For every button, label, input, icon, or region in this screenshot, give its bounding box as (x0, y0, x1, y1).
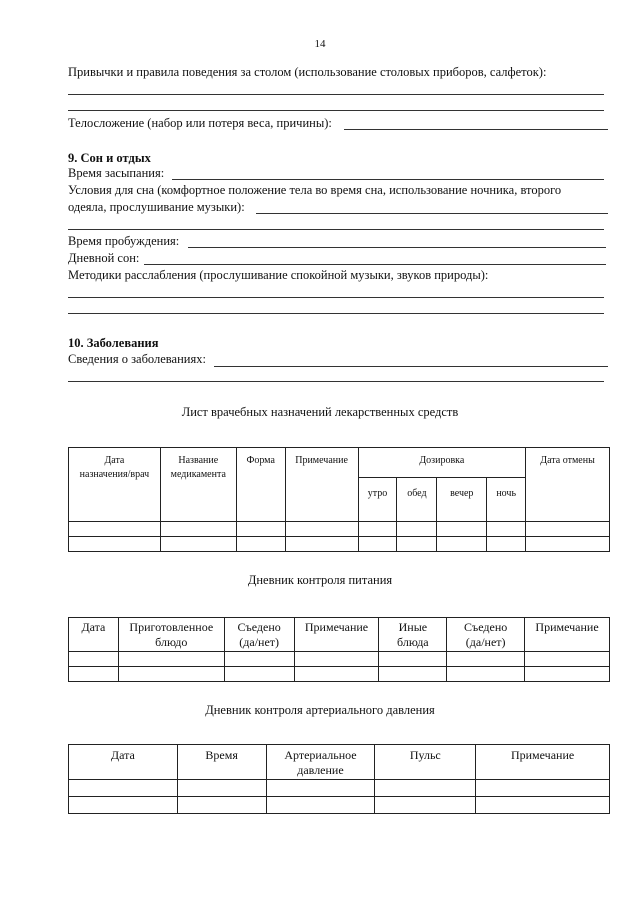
table-row (69, 797, 610, 814)
table-cell[interactable] (118, 652, 224, 667)
table-cell[interactable] (285, 537, 358, 552)
table-cell[interactable] (177, 797, 266, 814)
table-cell[interactable] (69, 667, 119, 682)
table-cell[interactable] (69, 522, 161, 537)
fall-asleep-fill-line[interactable] (172, 179, 604, 180)
diseases-fill-line-1[interactable] (214, 366, 608, 367)
table-row (69, 667, 610, 682)
sleep-conditions-line1: Условия для сна (комфортное положение тела во время сна, использование ночника, второго (68, 183, 562, 197)
table-row (69, 652, 610, 667)
table-cell[interactable] (266, 797, 375, 814)
table-cell[interactable] (118, 667, 224, 682)
header-cancel-date: Дата отмены (526, 448, 610, 522)
table-cell[interactable] (487, 522, 526, 537)
sleep-conditions-fill-line-1[interactable] (256, 213, 608, 214)
nutrition-caption: Дневник контроля питания (247, 573, 393, 587)
physique-label: Телосложение (набор или потеря веса, причины): (68, 116, 332, 130)
header-dosage: Дозировка (358, 448, 526, 478)
header-eaten-2: Съедено (да/нет) (447, 618, 525, 652)
table-cell[interactable] (69, 780, 178, 797)
table-cell[interactable] (525, 652, 610, 667)
table-cell[interactable] (177, 780, 266, 797)
table-cell[interactable] (379, 667, 447, 682)
habits-fill-line-2[interactable] (68, 110, 604, 111)
table-cell[interactable] (236, 522, 285, 537)
header-date: Дата (69, 745, 178, 780)
physique-fill-line[interactable] (344, 129, 608, 130)
header-note-2: Примечание (525, 618, 610, 652)
day-sleep-fill-line[interactable] (144, 264, 606, 265)
table-cell[interactable] (437, 522, 487, 537)
header-dish: Приготовленное блюдо (118, 618, 224, 652)
day-sleep-label: Дневной сон: (68, 251, 140, 265)
header-other-dishes: Иные блюда (379, 618, 447, 652)
table-cell[interactable] (266, 780, 375, 797)
header-form: Форма (236, 448, 285, 522)
table-cell[interactable] (285, 522, 358, 537)
table-cell[interactable] (224, 667, 294, 682)
table-cell[interactable] (160, 537, 236, 552)
header-date: Дата назначения/врач (69, 448, 161, 522)
table-cell[interactable] (358, 522, 397, 537)
table-cell[interactable] (437, 537, 487, 552)
table-cell[interactable] (526, 522, 610, 537)
table-cell[interactable] (294, 667, 379, 682)
table-cell[interactable] (476, 797, 610, 814)
header-date: Дата (69, 618, 119, 652)
diseases-label: Сведения о заболеваниях: (68, 352, 206, 366)
header-morning: утро (358, 478, 397, 522)
sleep-conditions-line2: одеяла, прослушивание музыки): (68, 200, 245, 214)
table-cell[interactable] (69, 537, 161, 552)
nutrition-table (68, 617, 610, 682)
table-cell[interactable] (236, 537, 285, 552)
table-cell[interactable] (397, 522, 437, 537)
header-blood-pressure: Артериальное давление (266, 745, 375, 780)
header-time: Время (177, 745, 266, 780)
header-note: Примечание (285, 448, 358, 522)
sleep-conditions-fill-line-2[interactable] (68, 229, 604, 230)
pressure-table (68, 744, 610, 814)
habits-fill-line-1[interactable] (68, 94, 604, 95)
table-cell[interactable] (294, 652, 379, 667)
table-row (69, 780, 610, 797)
page-number: 14 (314, 38, 326, 50)
table-cell[interactable] (397, 537, 437, 552)
table-cell[interactable] (447, 652, 525, 667)
header-note: Примечание (476, 745, 610, 780)
table-cell[interactable] (375, 797, 476, 814)
fall-asleep-label: Время засыпания: (68, 166, 165, 180)
header-night: ночь (487, 478, 526, 522)
prescriptions-table (68, 447, 610, 552)
table-cell[interactable] (487, 537, 526, 552)
table-cell[interactable] (447, 667, 525, 682)
prescriptions-caption: Лист врачебных назначений лекарственных средств (181, 405, 459, 419)
table-cell[interactable] (375, 780, 476, 797)
header-pulse: Пульс (375, 745, 476, 780)
table-row (69, 522, 610, 537)
table-cell[interactable] (525, 667, 610, 682)
header-evening: вечер (437, 478, 487, 522)
section9-title: 9. Сон и отдых (68, 151, 151, 165)
relax-label: Методики расслабления (прослушивание спокойной музыки, звуков природы): (68, 268, 489, 282)
table-cell[interactable] (358, 537, 397, 552)
wake-fill-line[interactable] (188, 247, 606, 248)
pressure-caption: Дневник контроля артериального давления (205, 703, 435, 717)
header-note: Примечание (294, 618, 379, 652)
section10-title: 10. Заболевания (68, 336, 159, 350)
table-cell[interactable] (476, 780, 610, 797)
relax-fill-line-1[interactable] (68, 297, 604, 298)
header-eaten: Съедено (да/нет) (224, 618, 294, 652)
table-cell[interactable] (160, 522, 236, 537)
header-lunch: обед (397, 478, 437, 522)
relax-fill-line-2[interactable] (68, 313, 604, 314)
table-cell[interactable] (224, 652, 294, 667)
wake-label: Время пробуждения: (68, 234, 180, 248)
header-medication: Название медикамента (160, 448, 236, 522)
habits-label: Привычки и правила поведения за столом (использование столовых приборов, салфеток): (68, 65, 547, 79)
diseases-fill-line-2[interactable] (68, 381, 604, 382)
table-cell[interactable] (69, 652, 119, 667)
table-cell[interactable] (379, 652, 447, 667)
table-cell[interactable] (69, 797, 178, 814)
table-row (69, 537, 610, 552)
table-cell[interactable] (526, 537, 610, 552)
